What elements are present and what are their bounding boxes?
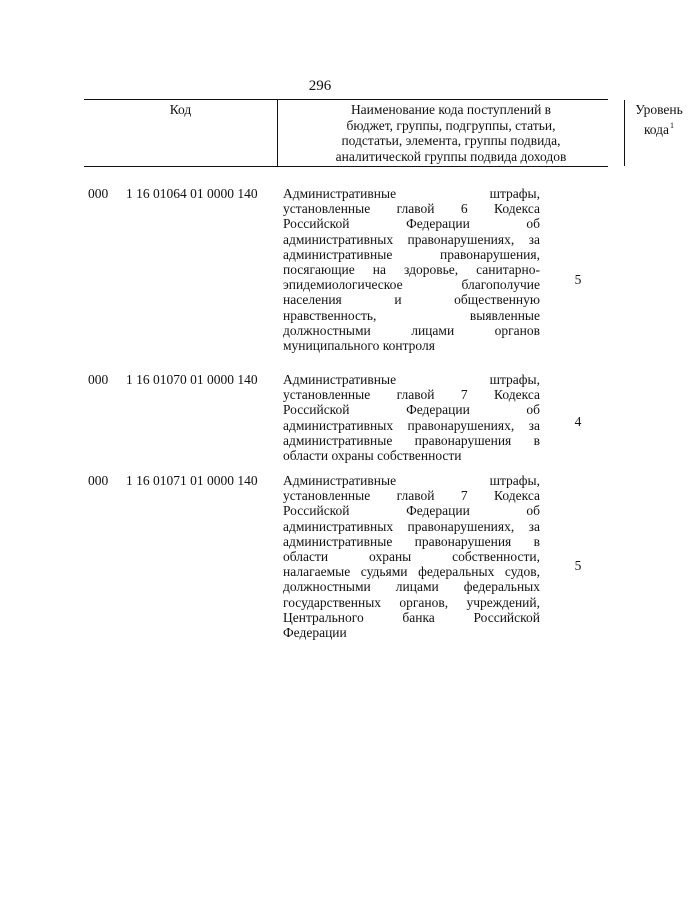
header-name bbox=[278, 100, 625, 166]
admin-code: 000 bbox=[88, 473, 109, 488]
header-level-line: Уровень bbox=[635, 102, 683, 117]
name-line: установленные главой 7 Кодекса bbox=[283, 387, 540, 403]
header-name-line: Наименование кода поступлений в bbox=[350, 102, 552, 117]
name-line: административных правонарушениях, за bbox=[283, 518, 540, 534]
revenue-name bbox=[283, 372, 540, 463]
header-level-line bbox=[625, 118, 693, 138]
name-line: административные правонарушения в bbox=[283, 432, 540, 448]
header-name-line: аналитической группы подвида доходов bbox=[335, 148, 567, 164]
name-line: нравственность, выявленные bbox=[283, 307, 540, 323]
name-line: области охраны собственности, bbox=[283, 549, 540, 565]
code-level: 5 bbox=[574, 558, 582, 573]
name-line: Центрального банка Российской bbox=[283, 609, 540, 625]
revenue-code: 1 16 01071 01 0000 140 bbox=[126, 473, 258, 488]
revenue-code: 1 16 01070 01 0000 140 bbox=[126, 372, 258, 387]
header-level bbox=[625, 100, 693, 166]
name-line: Российской Федерации об bbox=[283, 216, 540, 232]
name-line: Федерации bbox=[283, 625, 347, 641]
name-line: должностными лицами органов bbox=[283, 322, 540, 338]
name-line: посягающие на здоровье, санитарно- bbox=[283, 262, 540, 278]
name-line: населения и общественную bbox=[283, 292, 540, 308]
footnote-mark: 1 bbox=[670, 120, 675, 130]
name-line: Административные штрафы, bbox=[283, 473, 540, 488]
revenue-name bbox=[283, 473, 540, 640]
code-level: 5 bbox=[574, 272, 582, 287]
name-line: области охраны собственности bbox=[283, 448, 462, 464]
table-header bbox=[84, 99, 683, 167]
name-line: Административные штрафы, bbox=[283, 186, 540, 201]
code-level: 4 bbox=[574, 414, 582, 429]
name-line: эпидемиологическое благополучие bbox=[283, 277, 540, 293]
header-name-line: подстатьи, элемента, группы подвида, bbox=[341, 133, 561, 148]
name-line: установленные главой 6 Кодекса bbox=[283, 201, 540, 217]
name-line: административные правонарушения в bbox=[283, 533, 540, 549]
name-line: установленные главой 7 Кодекса bbox=[283, 488, 540, 504]
name-line: налагаемые судьями федеральных судов, bbox=[283, 564, 540, 580]
name-line: Российской Федерации об bbox=[283, 402, 540, 418]
name-line: должностными лицами федеральных bbox=[283, 579, 540, 595]
name-line: Административные штрафы, bbox=[283, 372, 540, 387]
name-line: муниципального контроля bbox=[283, 338, 435, 354]
page-number: 296 bbox=[308, 78, 332, 94]
name-line: Российской Федерации об bbox=[283, 503, 540, 519]
header-name-line: бюджет, группы, подгруппы, статьи, bbox=[346, 117, 556, 133]
name-line: административных правонарушениях, за bbox=[283, 231, 540, 247]
name-line: административные правонарушения, bbox=[283, 246, 540, 262]
name-line: государственных органов, учреждений, bbox=[283, 594, 540, 610]
header-code: Код bbox=[84, 100, 278, 166]
admin-code: 000 bbox=[88, 372, 109, 387]
header-level-text: кода bbox=[643, 121, 670, 137]
name-line: административных правонарушениях, за bbox=[283, 417, 540, 433]
revenue-code: 1 16 01064 01 0000 140 bbox=[126, 186, 258, 201]
revenue-name bbox=[283, 186, 540, 353]
admin-code: 000 bbox=[88, 186, 109, 201]
